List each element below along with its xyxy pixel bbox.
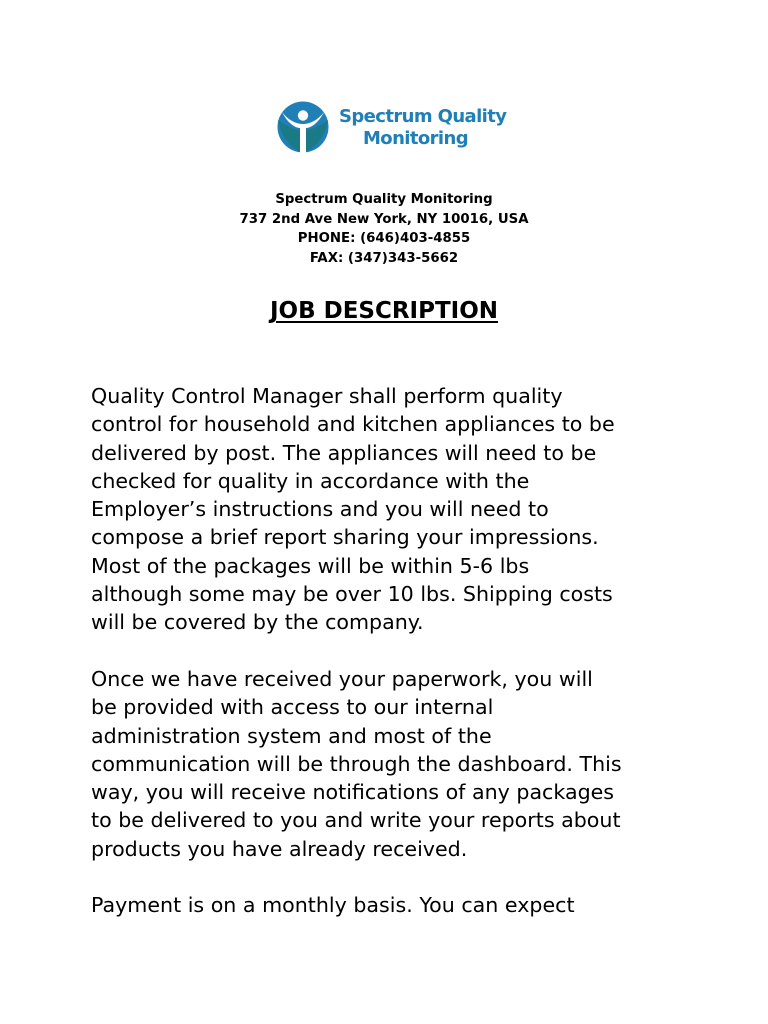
paragraph-line: Most of the packages will be within 5-6 lbs — [91, 553, 530, 578]
paragraph-line: products you have already received. — [91, 836, 468, 861]
paragraph — [91, 665, 731, 863]
paragraph-line: control for household and kitchen appliances to be — [91, 412, 615, 437]
job-description-body — [91, 382, 731, 948]
logo-line-2: Monitoring — [363, 128, 468, 149]
company-name: Spectrum Quality Monitoring — [275, 192, 493, 207]
paragraph-line: Employer’s instructions and you will need to — [91, 497, 549, 522]
paragraph-line: delivered by post. The appliances will need to be — [91, 440, 597, 465]
paragraph-line: to be delivered to you and write your reports about — [91, 808, 621, 833]
company-fax: FAX: (347)343-5662 — [309, 250, 459, 266]
paragraph-line: will be covered by the company. — [91, 610, 424, 635]
paragraph-line: be provided with access to our internal — [91, 695, 494, 720]
logo-line-1: Spectrum Quality — [339, 106, 507, 127]
person-arms-up-icon — [276, 100, 330, 154]
company-phone: PHONE: (646)403-4855 — [297, 231, 471, 246]
company-logo — [276, 100, 507, 156]
paragraph — [91, 382, 731, 637]
company-contact-block — [0, 190, 768, 268]
company-address: 737 2nd Ave New York, NY 10016, USA — [239, 211, 529, 227]
paragraph-line: checked for quality in accordance with the — [91, 468, 530, 493]
paragraph-line: compose a brief report sharing your impressions. — [91, 525, 599, 550]
paragraph-line: although some may be over 10 lbs. Shipping costs — [91, 582, 613, 607]
paragraph-line: Payment is on a monthly basis. You can expect — [91, 893, 575, 918]
paragraph-line: way, you will receive notifications of any packages — [91, 780, 615, 805]
page-title: JOB DESCRIPTION — [269, 298, 499, 324]
logo-wordmark — [339, 106, 506, 150]
paragraph-line: Once we have received your paperwork, you will — [91, 666, 593, 691]
paragraph — [91, 891, 731, 919]
paragraph-line: communication will be through the dashboard. This — [91, 751, 622, 776]
paragraph-line: Quality Control Manager shall perform quality — [91, 384, 563, 408]
paragraph-line: administration system and most of the — [91, 723, 492, 748]
